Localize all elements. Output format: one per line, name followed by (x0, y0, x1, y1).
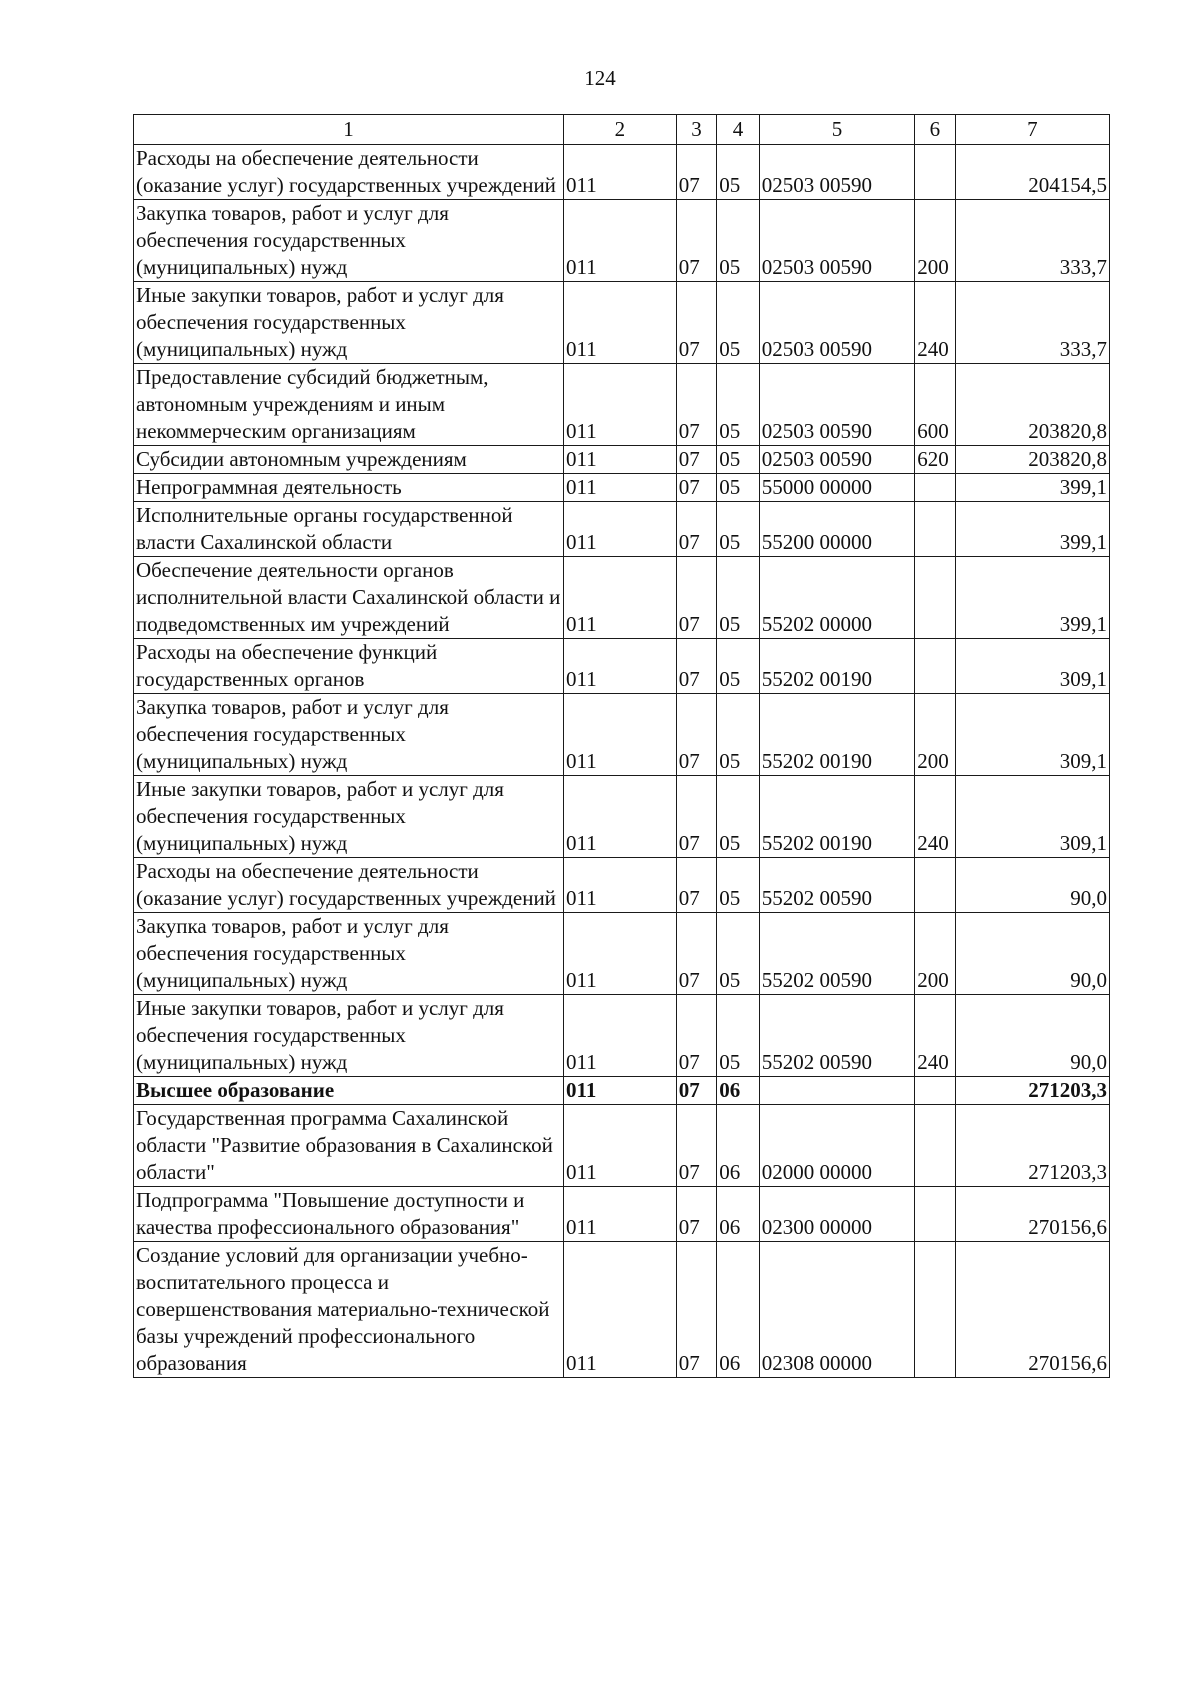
row-amount: 203820,8 (955, 446, 1109, 474)
row-target-article: 55200 00000 (759, 502, 914, 557)
row-name: Обеспечение деятельности органов исполнительной власти Сахалинской области и подведомственных им учреждений (134, 557, 564, 639)
row-admin-code: 011 (563, 1242, 676, 1378)
row-amount: 270156,6 (955, 1187, 1109, 1242)
row-target-article (759, 1077, 914, 1105)
table-row (134, 200, 1110, 282)
row-admin-code: 011 (563, 282, 676, 364)
row-name: Высшее образование (134, 1077, 564, 1105)
row-section: 07 (676, 364, 716, 446)
row-target-article: 02300 00000 (759, 1187, 914, 1242)
row-expense-type (915, 502, 955, 557)
row-section: 07 (676, 995, 716, 1077)
row-section: 07 (676, 474, 716, 502)
row-target-article: 02503 00590 (759, 282, 914, 364)
row-subsection: 05 (717, 858, 760, 913)
row-name: Исполнительные органы государственной власти Сахалинской области (134, 502, 564, 557)
row-admin-code: 011 (563, 995, 676, 1077)
row-target-article: 55202 00190 (759, 639, 914, 694)
row-subsection: 05 (717, 694, 760, 776)
row-amount: 399,1 (955, 557, 1109, 639)
header-col-7: 7 (955, 115, 1109, 145)
table-row (134, 557, 1110, 639)
row-target-article: 02503 00590 (759, 446, 914, 474)
row-section: 07 (676, 858, 716, 913)
row-subsection: 05 (717, 282, 760, 364)
row-expense-type: 240 (915, 776, 955, 858)
row-admin-code: 011 (563, 913, 676, 995)
row-admin-code: 011 (563, 145, 676, 200)
row-section: 07 (676, 557, 716, 639)
row-target-article: 55202 00590 (759, 913, 914, 995)
row-admin-code: 011 (563, 446, 676, 474)
row-amount: 399,1 (955, 502, 1109, 557)
row-subsection: 05 (717, 200, 760, 282)
row-section: 07 (676, 694, 716, 776)
row-target-article: 55202 00590 (759, 858, 914, 913)
row-admin-code: 011 (563, 200, 676, 282)
row-expense-type (915, 639, 955, 694)
row-subsection: 05 (717, 364, 760, 446)
table-header-row (134, 115, 1110, 145)
row-name: Расходы на обеспечение функций государственных органов (134, 639, 564, 694)
row-admin-code: 011 (563, 557, 676, 639)
row-expense-type: 620 (915, 446, 955, 474)
row-name: Субсидии автономным учреждениям (134, 446, 564, 474)
row-amount: 309,1 (955, 639, 1109, 694)
table-row (134, 858, 1110, 913)
row-name: Подпрограмма "Повышение доступности и качества профессионального образования" (134, 1187, 564, 1242)
row-admin-code: 011 (563, 1187, 676, 1242)
row-target-article: 55202 00000 (759, 557, 914, 639)
table-row (134, 364, 1110, 446)
row-name: Расходы на обеспечение деятельности (оказание услуг) государственных учреждений (134, 145, 564, 200)
row-expense-type: 200 (915, 200, 955, 282)
row-name: Иные закупки товаров, работ и услуг для обеспечения государственных (муниципальных) нужд (134, 776, 564, 858)
row-amount: 90,0 (955, 858, 1109, 913)
row-target-article: 02000 00000 (759, 1105, 914, 1187)
row-subsection: 05 (717, 474, 760, 502)
table-row (134, 502, 1110, 557)
row-amount: 203820,8 (955, 364, 1109, 446)
row-subsection: 06 (717, 1242, 760, 1378)
table-row (134, 474, 1110, 502)
header-col-2: 2 (563, 115, 676, 145)
table-row (134, 1187, 1110, 1242)
row-amount: 333,7 (955, 282, 1109, 364)
row-name: Закупка товаров, работ и услуг для обеспечения государственных (муниципальных) нужд (134, 200, 564, 282)
row-subsection: 05 (717, 446, 760, 474)
row-amount: 90,0 (955, 913, 1109, 995)
row-target-article: 55202 00590 (759, 995, 914, 1077)
table-row (134, 282, 1110, 364)
row-section: 07 (676, 446, 716, 474)
row-expense-type (915, 858, 955, 913)
table-row (134, 1242, 1110, 1378)
header-col-6: 6 (915, 115, 955, 145)
header-col-5: 5 (759, 115, 914, 145)
row-expense-type (915, 1187, 955, 1242)
row-name: Предоставление субсидий бюджетным, автономным учреждениям и иным некоммерческим организациям (134, 364, 564, 446)
row-target-article: 55000 00000 (759, 474, 914, 502)
row-section: 07 (676, 639, 716, 694)
row-expense-type: 600 (915, 364, 955, 446)
table-row (134, 694, 1110, 776)
row-amount: 270156,6 (955, 1242, 1109, 1378)
row-admin-code: 011 (563, 1105, 676, 1187)
row-section: 07 (676, 502, 716, 557)
row-expense-type: 200 (915, 694, 955, 776)
table-row (134, 1077, 1110, 1105)
header-col-4: 4 (717, 115, 760, 145)
header-col-3: 3 (676, 115, 716, 145)
table-row (134, 145, 1110, 200)
row-admin-code: 011 (563, 474, 676, 502)
row-section: 07 (676, 200, 716, 282)
row-amount: 271203,3 (955, 1077, 1109, 1105)
row-expense-type: 240 (915, 995, 955, 1077)
row-amount: 90,0 (955, 995, 1109, 1077)
row-name: Иные закупки товаров, работ и услуг для обеспечения государственных (муниципальных) нужд (134, 995, 564, 1077)
row-section: 07 (676, 776, 716, 858)
table-row (134, 776, 1110, 858)
row-subsection: 05 (717, 502, 760, 557)
row-admin-code: 011 (563, 694, 676, 776)
row-subsection: 05 (717, 776, 760, 858)
row-section: 07 (676, 913, 716, 995)
table-row (134, 639, 1110, 694)
table-row (134, 1105, 1110, 1187)
row-expense-type (915, 1077, 955, 1105)
row-amount: 309,1 (955, 776, 1109, 858)
row-section: 07 (676, 1187, 716, 1242)
budget-table (133, 114, 1110, 1378)
row-subsection: 06 (717, 1105, 760, 1187)
row-admin-code: 011 (563, 776, 676, 858)
row-target-article: 02308 00000 (759, 1242, 914, 1378)
row-admin-code: 011 (563, 1077, 676, 1105)
row-target-article: 02503 00590 (759, 200, 914, 282)
row-name: Создание условий для организации учебно-воспитательного процесса и совершенствования материально-технической базы учреждений профессионального образования (134, 1242, 564, 1378)
row-amount: 204154,5 (955, 145, 1109, 200)
row-subsection: 05 (717, 557, 760, 639)
row-target-article: 02503 00590 (759, 364, 914, 446)
header-col-1: 1 (134, 115, 564, 145)
row-subsection: 05 (717, 145, 760, 200)
page-number: 124 (584, 66, 616, 90)
row-expense-type (915, 474, 955, 502)
row-amount: 271203,3 (955, 1105, 1109, 1187)
row-name: Иные закупки товаров, работ и услуг для обеспечения государственных (муниципальных) нужд (134, 282, 564, 364)
row-name: Расходы на обеспечение деятельности (оказание услуг) государственных учреждений (134, 858, 564, 913)
table-row (134, 913, 1110, 995)
row-admin-code: 011 (563, 639, 676, 694)
row-amount: 399,1 (955, 474, 1109, 502)
row-admin-code: 011 (563, 502, 676, 557)
row-section: 07 (676, 1077, 716, 1105)
row-name: Непрограммная деятельность (134, 474, 564, 502)
row-expense-type (915, 145, 955, 200)
row-expense-type (915, 1105, 955, 1187)
row-name: Государственная программа Сахалинской области "Развитие образования в Сахалинской области" (134, 1105, 564, 1187)
row-expense-type (915, 1242, 955, 1378)
row-subsection: 05 (717, 639, 760, 694)
row-subsection: 05 (717, 913, 760, 995)
row-section: 07 (676, 1105, 716, 1187)
row-subsection: 06 (717, 1187, 760, 1242)
row-section: 07 (676, 1242, 716, 1378)
table-row (134, 446, 1110, 474)
row-section: 07 (676, 282, 716, 364)
row-subsection: 06 (717, 1077, 760, 1105)
row-amount: 309,1 (955, 694, 1109, 776)
row-target-article: 02503 00590 (759, 145, 914, 200)
row-admin-code: 011 (563, 858, 676, 913)
row-section: 07 (676, 145, 716, 200)
row-subsection: 05 (717, 995, 760, 1077)
row-target-article: 55202 00190 (759, 776, 914, 858)
row-name: Закупка товаров, работ и услуг для обеспечения государственных (муниципальных) нужд (134, 913, 564, 995)
row-amount: 333,7 (955, 200, 1109, 282)
row-admin-code: 011 (563, 364, 676, 446)
row-expense-type: 240 (915, 282, 955, 364)
row-name: Закупка товаров, работ и услуг для обеспечения государственных (муниципальных) нужд (134, 694, 564, 776)
table-row (134, 995, 1110, 1077)
row-target-article: 55202 00190 (759, 694, 914, 776)
row-expense-type: 200 (915, 913, 955, 995)
row-expense-type (915, 557, 955, 639)
